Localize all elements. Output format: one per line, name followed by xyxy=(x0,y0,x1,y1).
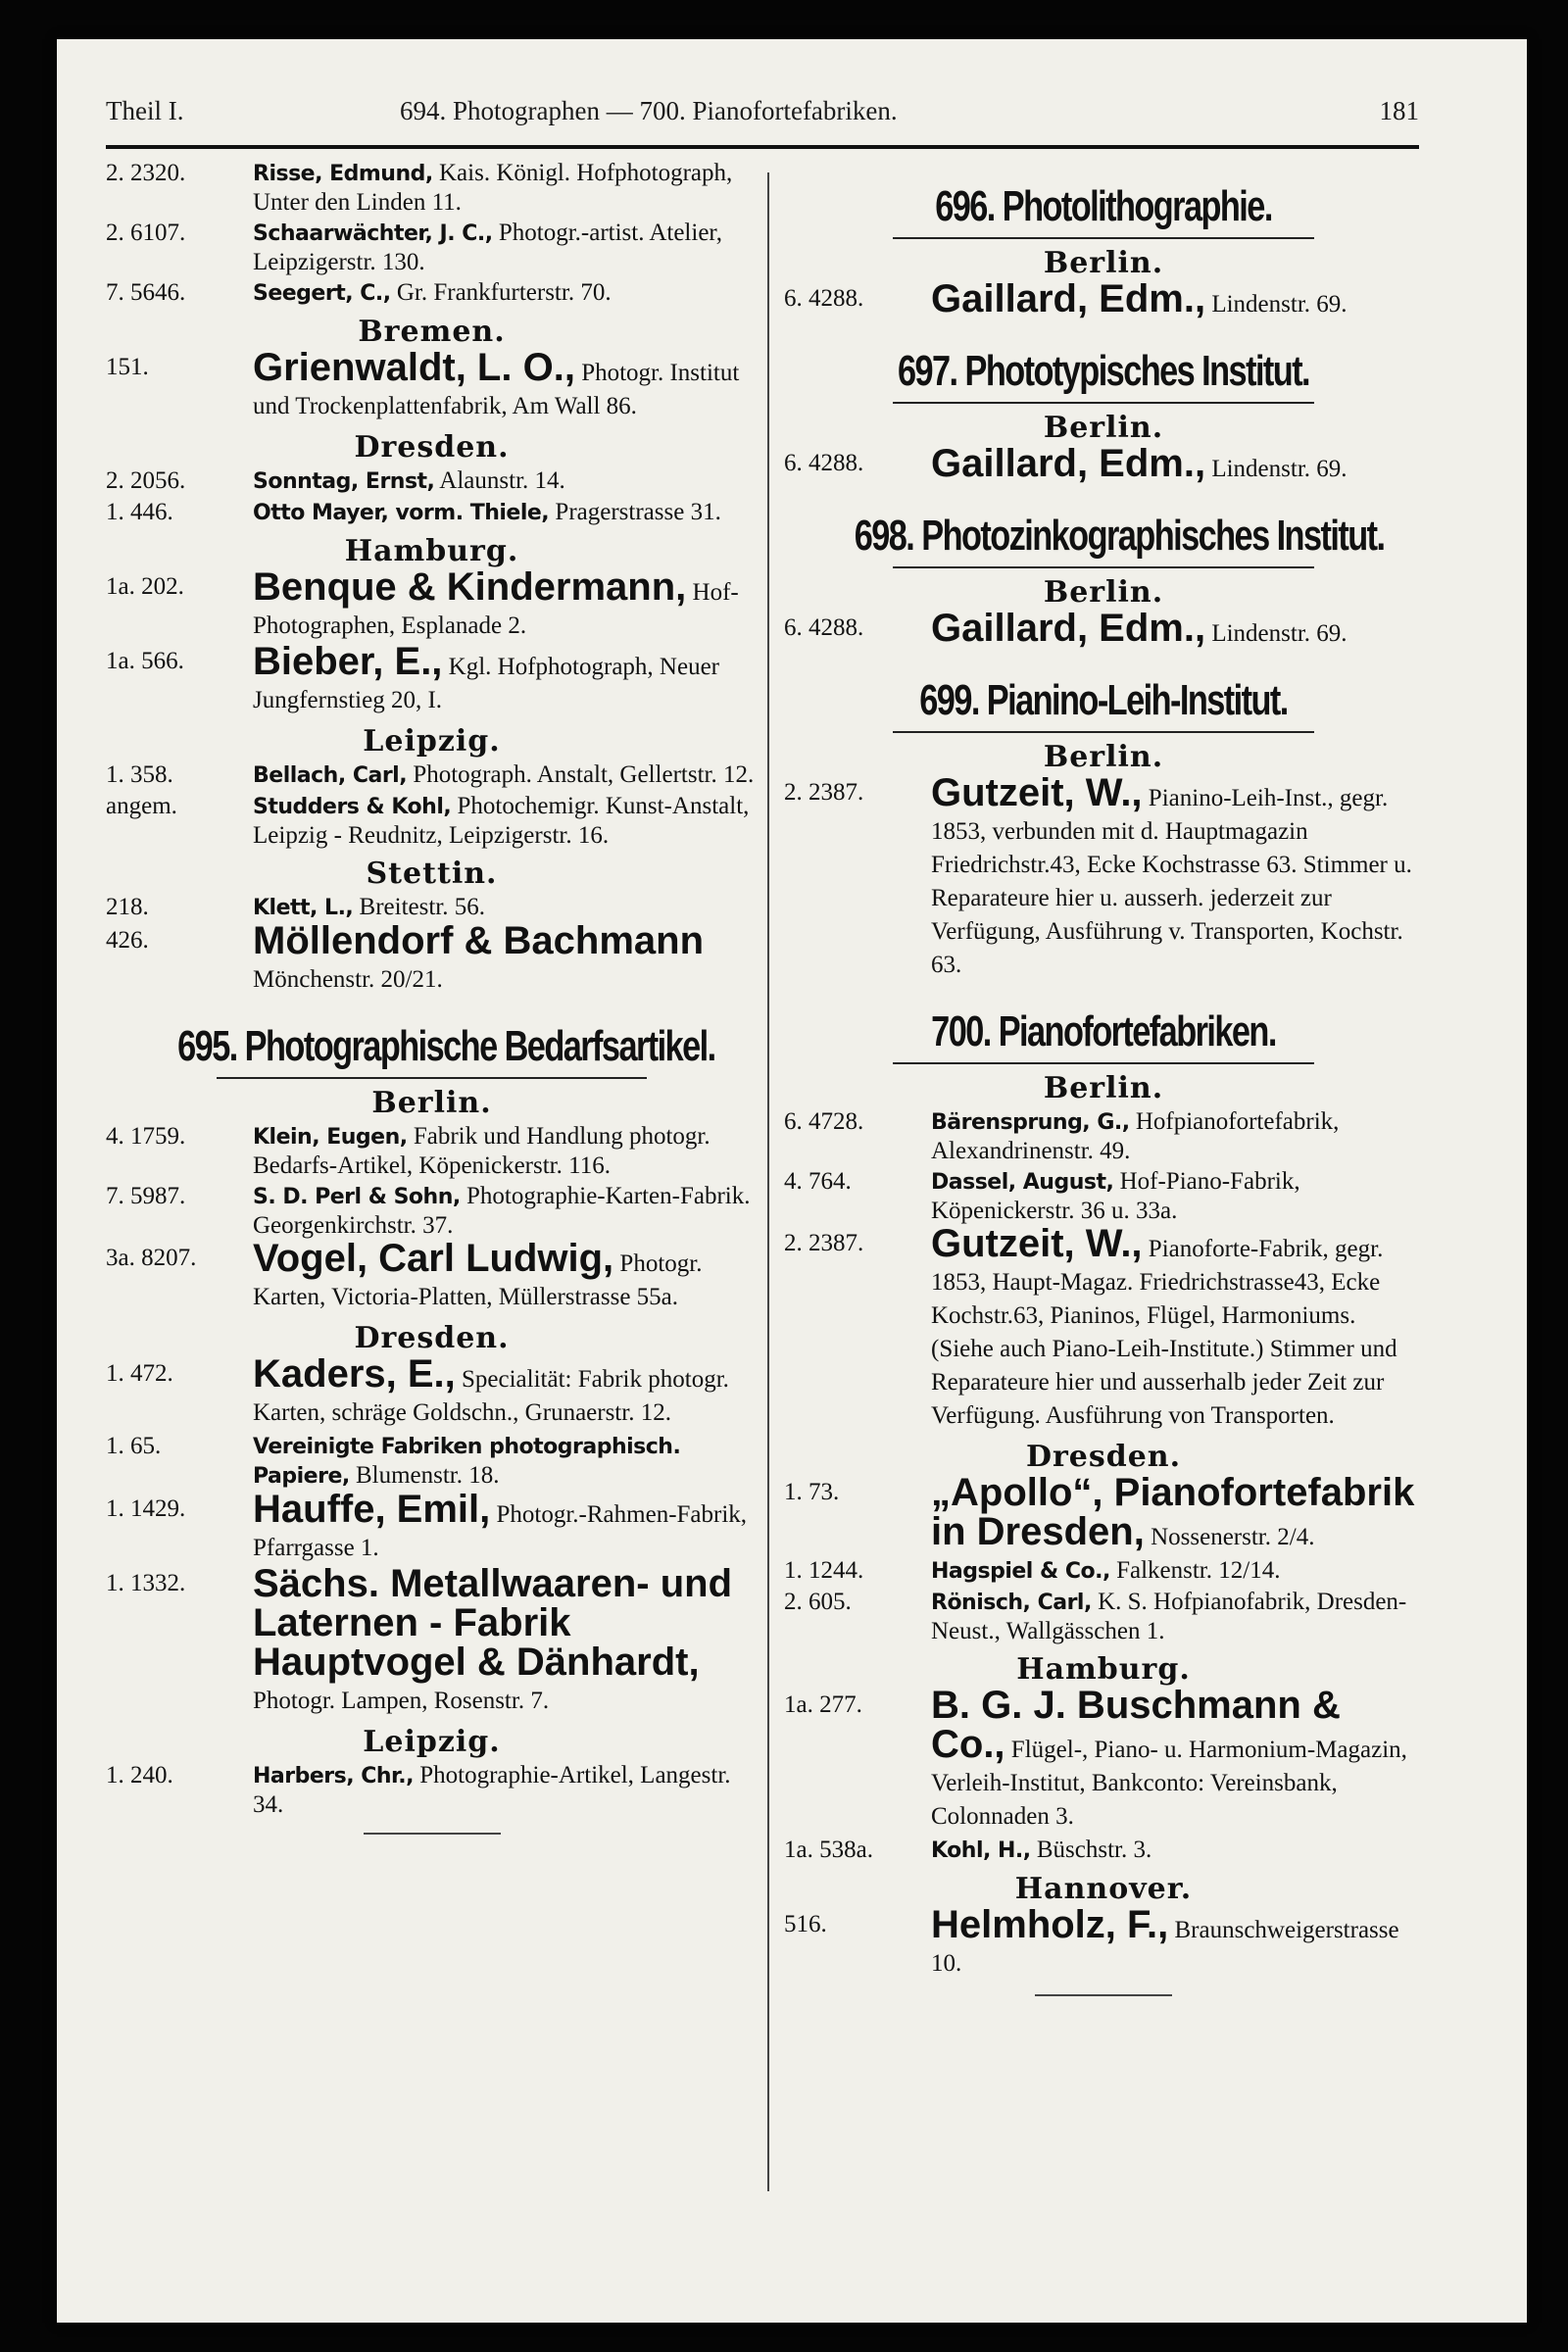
entry-text: Photographie-Karten-Fabrik. Georgenkirchstr. 37. xyxy=(253,1183,751,1239)
entry-text: Kgl. Hofphotograph, Neuer Jungfernstieg 20, I. xyxy=(253,654,719,713)
entry-text: Photographie-Artikel, Langestr. 34. xyxy=(253,1762,731,1818)
entry-text: Photogr.-Rahmen-Fabrik, Pfarrgasse 1. xyxy=(253,1501,748,1561)
city-heading: Bremen. xyxy=(358,315,506,349)
directory-entry xyxy=(784,1556,1423,1586)
entry-name: S. D. Perl & Sohn, xyxy=(253,1185,461,1209)
entry-text: Alaunstr. 14. xyxy=(434,467,565,494)
entry-number: 1. 73. xyxy=(784,1479,840,1505)
entry-number: 4. 764. xyxy=(784,1168,852,1195)
city-heading: Berlin. xyxy=(1043,575,1164,610)
directory-entry xyxy=(106,919,758,997)
right-column xyxy=(784,157,1423,1996)
entry-text: Photogr. Institut und Trockenplattenfabrik, Am Wall 86. xyxy=(253,360,740,419)
directory-entry xyxy=(106,278,758,308)
city-heading: Berlin. xyxy=(1043,1071,1164,1105)
entry-number: 218. xyxy=(106,894,149,920)
entry-text: Photogr. Karten, Victoria-Platten, Müllerstrasse 55a. xyxy=(253,1250,703,1310)
entry-number: 7. 5646. xyxy=(106,279,186,306)
directory-entry xyxy=(784,442,1423,486)
section-rule xyxy=(893,566,1314,568)
directory-entry xyxy=(106,792,758,850)
entry-number: 1. 446. xyxy=(106,499,173,525)
directory-entry xyxy=(784,1167,1423,1225)
directory-entry xyxy=(106,346,758,423)
section-rule xyxy=(893,237,1314,239)
entry-text: Pragerstrasse 31. xyxy=(549,499,721,525)
entry-text: Nossenerstr. 2/4. xyxy=(1144,1524,1315,1550)
entry-number: 1. 1332. xyxy=(106,1570,186,1596)
entry-name: Gutzeit, W., xyxy=(931,771,1143,814)
directory-entry xyxy=(106,1432,758,1491)
entry-number: 6. 4288. xyxy=(784,285,864,312)
entry-text: Lindenstr. 69. xyxy=(1205,291,1348,318)
directory-entry xyxy=(106,1488,758,1565)
entry-name: Vogel, Carl Ludwig, xyxy=(253,1237,614,1280)
entry-number: 1a. 538a. xyxy=(784,1837,873,1863)
entry-name: Gaillard, Edm., xyxy=(931,277,1206,320)
directory-entry xyxy=(784,1684,1423,1834)
city-heading: Berlin. xyxy=(1043,411,1164,445)
entry-number: 6. 4288. xyxy=(784,450,864,476)
entry-name: Sächs. Metallwaaren- und Laternen - Fabrik Hauptvogel & Dänhardt, xyxy=(253,1562,733,1684)
city-heading: Leipzig. xyxy=(363,1725,501,1759)
city-heading: Dresden. xyxy=(354,1321,510,1355)
entry-name: Bellach, Carl, xyxy=(253,763,408,788)
directory-entry xyxy=(106,498,758,527)
entry-text: Photochemigr. Kunst-Anstalt, Leipzig - Reudnitz, Leipzigerstr. 16. xyxy=(253,793,750,849)
directory-entry xyxy=(106,1122,758,1180)
directory-entry xyxy=(106,760,758,790)
entry-name: Möllendorf & Bachmann xyxy=(253,919,705,962)
entry-number: 6. 4728. xyxy=(784,1108,864,1135)
entry-number: 2. 605. xyxy=(784,1589,852,1615)
entry-name: Klett, L., xyxy=(253,896,354,920)
entry-text: Hof-Piano-Fabrik, Köpenickerstr. 36 u. 33a. xyxy=(931,1168,1300,1224)
directory-entry xyxy=(106,893,758,922)
entry-text: Specialität: Fabrik photogr. Karten, schräge Goldschn., Grunaerstr. 12. xyxy=(253,1366,729,1426)
entry-text: Photogr.-artist. Atelier, Leipzigerstr. 130. xyxy=(253,220,722,275)
city-heading: Hamburg. xyxy=(344,534,519,568)
entry-number: 7. 5987. xyxy=(106,1183,186,1209)
directory-entry xyxy=(784,607,1423,651)
city-heading: Berlin. xyxy=(371,1086,492,1120)
section-heading: 700. Pianofortefabriken. xyxy=(931,1007,1276,1055)
section-heading: 695. Photographische Bedarfsartikel. xyxy=(177,1022,715,1070)
entry-number: 151. xyxy=(106,354,149,380)
entry-number: 2. 2387. xyxy=(784,1230,864,1256)
section-heading: 699. Pianino-Leih-Institut. xyxy=(919,676,1288,724)
city-heading: Hamburg. xyxy=(1016,1652,1191,1687)
entry-number: 4. 1759. xyxy=(106,1123,186,1150)
entry-number: 2. 2320. xyxy=(106,160,186,186)
directory-entry xyxy=(106,1352,758,1430)
entry-name: Gutzeit, W., xyxy=(931,1222,1143,1265)
part-label: Theil I. xyxy=(106,96,184,125)
end-rule xyxy=(1035,1994,1172,1996)
page-number: 181 xyxy=(1379,96,1419,125)
directory-entry xyxy=(784,1903,1423,1981)
directory-entry xyxy=(106,565,758,643)
city-heading: Dresden. xyxy=(354,430,510,465)
entry-name: Gaillard, Edm., xyxy=(931,442,1206,485)
entry-number: 3a. 8207. xyxy=(106,1245,197,1271)
entry-number: 2. 6107. xyxy=(106,220,186,246)
section-heading: 697. Phototypisches Institut. xyxy=(897,347,1310,395)
entry-name: Grienwaldt, L. O., xyxy=(253,346,575,389)
entry-name: Hagspiel & Co., xyxy=(931,1559,1110,1584)
entry-name: Harbers, Chr., xyxy=(253,1764,414,1788)
entry-text: Pianoforte-Fabrik, gegr. 1853, Haupt-Magaz. Friedrichstrasse43, Ecke Kochstr.63, Pianinos, Flügel, Harmoniums. (Siehe auch Piano-Leih-Institute.) Stimmer und Reparateure hier und ausserhalb jeder Zeit zur Verfügung. Ausführung von Transporten. xyxy=(931,1236,1397,1429)
entry-text: Hofpianofortefabrik, Alexandrinenstr. 49. xyxy=(931,1108,1340,1164)
entry-number: 1a. 566. xyxy=(106,648,184,674)
city-heading: Berlin. xyxy=(1043,740,1164,774)
entry-name: „Apollo“, Pianofortefabrik in Dresden, xyxy=(931,1471,1415,1553)
entry-name: Klein, Eugen, xyxy=(253,1125,408,1150)
city-heading: Hannover. xyxy=(1014,1872,1193,1906)
entry-text: Büschstr. 3. xyxy=(1030,1837,1152,1863)
entry-name: Gaillard, Edm., xyxy=(931,607,1206,650)
directory-entry xyxy=(106,1562,758,1718)
entry-name: Kohl, H., xyxy=(931,1838,1031,1863)
entry-name: Sonntag, Ernst, xyxy=(253,469,435,494)
entry-text: Braunschweigerstrasse 10. xyxy=(931,1917,1399,1977)
entry-name: Vereinigte Fabriken photographisch. Papiere, xyxy=(253,1435,681,1489)
entry-text: Photogr. Lampen, Rosenstr. 7. xyxy=(253,1688,550,1714)
entry-text: Hof-Photographen, Esplanade 2. xyxy=(253,579,739,639)
entry-text: Photograph. Anstalt, Gellertstr. 12. xyxy=(407,761,755,788)
section-heading: 698. Photozinkographisches Institut. xyxy=(854,512,1385,560)
directory-entry xyxy=(784,771,1423,982)
directory-entry xyxy=(106,1182,758,1240)
city-heading: Stettin. xyxy=(366,857,498,891)
entry-text: Fabrik und Handlung photogr. Bedarfs-Artikel, Köpenickerstr. 116. xyxy=(253,1123,710,1179)
entry-name: Seegert, C., xyxy=(253,281,391,306)
entry-number: 426. xyxy=(106,927,149,954)
city-heading: Berlin. xyxy=(1043,246,1164,280)
entry-number: 1. 1244. xyxy=(784,1557,864,1584)
entry-name: Benque & Kindermann, xyxy=(253,565,687,609)
entry-name: Rönisch, Carl, xyxy=(931,1591,1092,1615)
entry-name: Kaders, E., xyxy=(253,1352,456,1396)
directory-entry xyxy=(784,1471,1423,1554)
entry-name: Dassel, August, xyxy=(931,1170,1114,1195)
entry-number: 1a. 277. xyxy=(784,1691,862,1718)
directory-entry xyxy=(784,277,1423,321)
city-heading: Leipzig. xyxy=(363,724,501,759)
entry-name: Hauffe, Emil, xyxy=(253,1488,491,1531)
entry-text: Kais. Königl. Hofphotograph, Unter den Linden 11. xyxy=(253,160,733,216)
entry-text: Lindenstr. 69. xyxy=(1205,620,1348,647)
end-rule xyxy=(364,1833,501,1835)
directory-entry xyxy=(784,1107,1423,1165)
entry-number: 2. 2056. xyxy=(106,467,186,494)
entry-number: 1. 1429. xyxy=(106,1495,186,1522)
directory-entry xyxy=(784,1222,1423,1433)
entry-text: Mönchenstr. 20/21. xyxy=(253,966,443,993)
column-divider xyxy=(767,172,769,2191)
entry-name: B. G. J. Buschmann & Co., xyxy=(931,1684,1341,1766)
entry-number: 1. 472. xyxy=(106,1360,173,1387)
header-title: 694. Photographen — 700. Pianofortefabriken. xyxy=(400,96,898,125)
entry-text: K. S. Hofpianofabrik, Dresden-Neust., Wallgässchen 1. xyxy=(931,1589,1407,1644)
entry-number: angem. xyxy=(106,793,177,819)
entry-name: Schaarwächter, J. C., xyxy=(253,221,493,246)
section-rule xyxy=(893,402,1314,404)
entry-number: 1. 240. xyxy=(106,1762,173,1788)
entry-name: Studders & Kohl, xyxy=(253,795,452,819)
entry-number: 1a. 202. xyxy=(106,573,184,600)
section-heading: 696. Photolithographie. xyxy=(935,182,1272,230)
directory-entry xyxy=(106,159,758,217)
entry-name: Otto Mayer, vorm. Thiele, xyxy=(253,501,550,525)
directory-entry xyxy=(106,219,758,276)
entry-text: Pianino-Leih-Inst., gegr. 1853, verbunden mit d. Hauptmagazin Friedrichstr.43, Ecke Kochstrasse 63. Stimmer u. Reparateure hier u. ausserh. jederzeit zur Verfügung, Ausführung v. Transporten, Kochstr. 63. xyxy=(931,785,1412,978)
entry-number: 2. 2387. xyxy=(784,779,864,806)
directory-entry xyxy=(106,466,758,496)
section-rule xyxy=(217,1077,647,1079)
section-rule xyxy=(893,1062,1314,1064)
entry-name: Bärensprung, G., xyxy=(931,1110,1130,1135)
directory-entry xyxy=(784,1836,1423,1865)
entry-name: Risse, Edmund, xyxy=(253,162,433,186)
entry-number: 6. 4288. xyxy=(784,614,864,641)
entry-text: Falkenstr. 12/14. xyxy=(1109,1557,1281,1584)
directory-entry xyxy=(106,1237,758,1314)
entry-name: Helmholz, F., xyxy=(931,1903,1169,1946)
entry-number: 1. 358. xyxy=(106,761,173,788)
running-header xyxy=(106,90,1419,133)
section-rule xyxy=(893,731,1314,733)
entry-text: Lindenstr. 69. xyxy=(1205,456,1348,482)
directory-entry xyxy=(106,1761,758,1819)
left-column xyxy=(106,157,758,1835)
city-heading: Dresden. xyxy=(1025,1440,1182,1474)
entry-text: Flügel-, Piano- u. Harmonium-Magazin, Verleih-Institut, Bankconto: Vereinsbank, Colonnaden 3. xyxy=(931,1737,1407,1830)
directory-entry xyxy=(106,640,758,717)
entry-number: 1. 65. xyxy=(106,1433,162,1459)
directory-entry xyxy=(784,1588,1423,1645)
entry-name: Bieber, E., xyxy=(253,640,443,683)
header-rule xyxy=(106,145,1419,149)
entry-number: 516. xyxy=(784,1911,827,1937)
entry-text: Gr. Frankfurterstr. 70. xyxy=(390,279,612,306)
entry-text: Blumenstr. 18. xyxy=(349,1462,500,1489)
entry-text: Breitestr. 56. xyxy=(353,894,486,920)
